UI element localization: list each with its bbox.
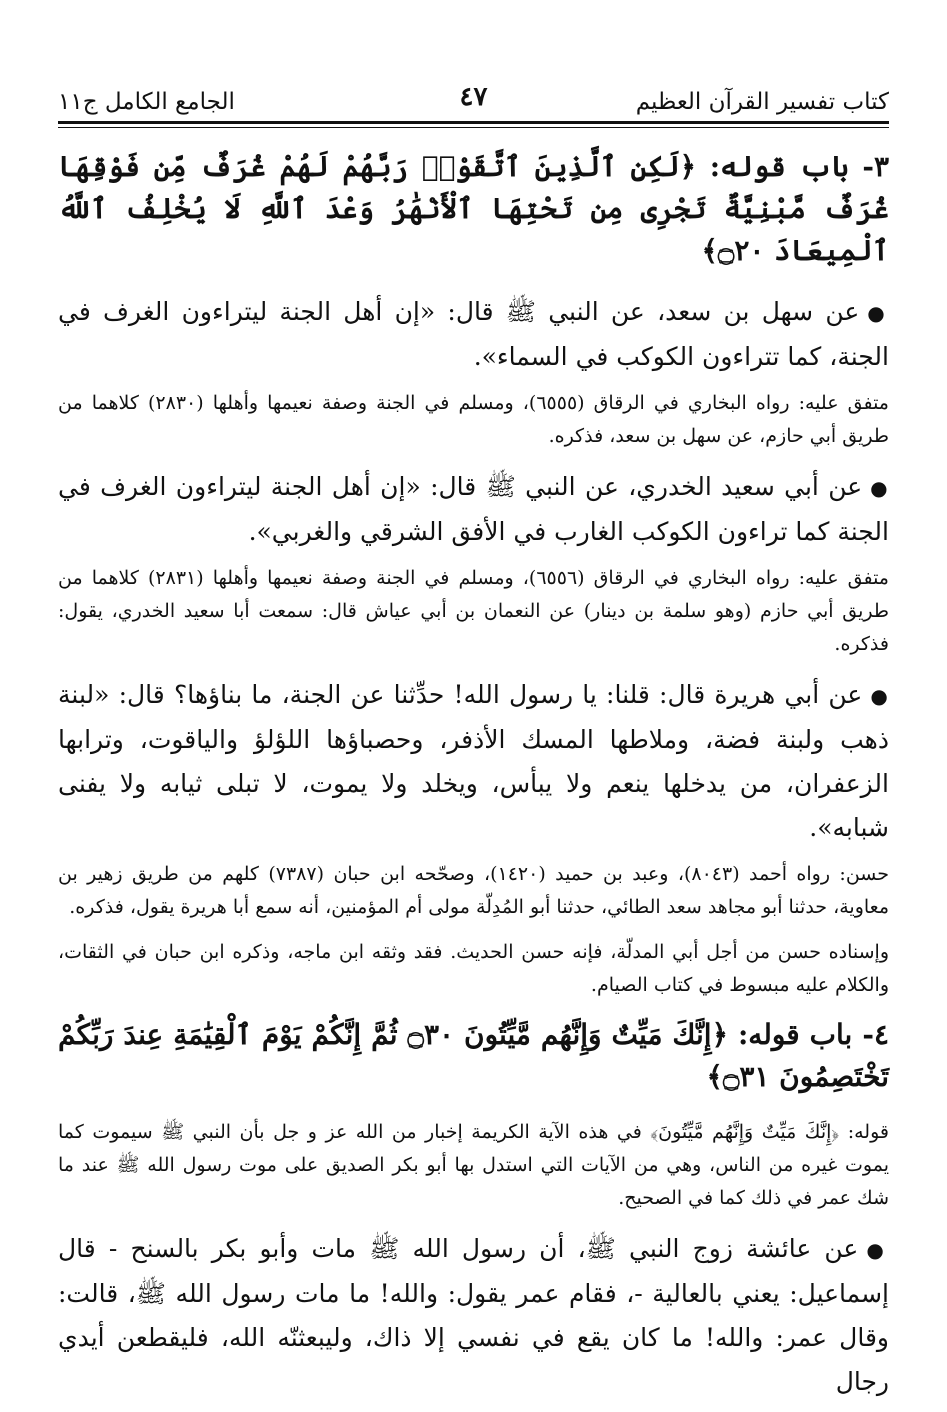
hadith-text: عن أبي هريرة قال: قلنا: يا رسول الله! حدِّثنا عن الجنة، ما بناؤها؟ قال: «لبنة ذهب ولبنة فضة، وملاطها المسك الأذفر، وحصباؤها اللؤلؤ والياقوت، وترابها الزعفران، من يدخلها ينعم ولا يبأس، ويخلد ولا يموت، لا تبلى ثيابه ولا يفنى شبابه». [58,680,889,842]
page-header [58,82,889,122]
bullet-icon: ● [867,301,890,325]
header-rule-thin [58,127,889,128]
hadith-text: عن سهل بن سعد، عن النبي ﷺ قال: «إن أهل الجنة ليتراءون الغرف في الجنة، كما تتراءون الكوكب في السماء». [58,297,889,371]
takhrij-note: متفق عليه: رواه البخاري في الرقاق (٦٥٥٦)، ومسلم في الجنة وصفة نعيمها وأهلها (٢٨٣١) كلاهما من طريق أبي حازم (وهو سلمة بن دينار) عن النعمان بن أبي عياش قال: سمعت أبا سعيد الخدري، يقول: فذكره. [58,567,889,655]
takhrij-note: حسن: رواه أحمد (٨٠٤٣)، وعبد بن حميد (١٤٢٠)، وصحّحه ابن حبان (٧٣٨٧) كلهم من طريق زهير بن معاوية، حدثنا أبو مجاهد سعد الطائي، حدثنا أبو المُدِلّة مولى أم المؤمنين، أنه سمع أبا هريرة يقول، فذكره. [58,863,889,918]
chapter-3-heading: ٣- باب قوله: ﴿لَكِنِ ٱلَّذِينَ ٱتَّقَوْا۟ رَبَّهُمْ لَهُمْ غُرَفٌ مِّن فَوْقِهَا غُرَفٌ مَّبْنِيَّةٌ تَجْرِى مِن تَحْتِهَا ٱلْأَنْهَٰرُ وَعْدَ ٱللَّهِ لَا يُخْلِفُ ٱللَّهُ ٱلْمِيعَادَ ۝٢٠﴾ [58,150,889,267]
hadith-paragraph [58,673,889,850]
hadith-paragraph [58,465,889,554]
page-body [58,146,889,1412]
page-number: ٤٧ [459,82,488,112]
series-title: الجامع الكامل ج١١ [58,89,235,115]
tafsir-note: قوله: ﴿إِنَّكَ مَيِّتٌ وَإِنَّهُم مَّيِّتُونَ﴾ في هذه الآية الكريمة إخبار من الله عز و جل بأن النبي ﷺ سيموت كما يموت غيره من الناس، وهي من الآيات التي استدل بها أبو بكر الصديق على موت رسول الله ﷺ عند ما شك عمر في ذلك كما في الصحيح. [58,1121,889,1209]
hadith-text: عن أبي سعيد الخدري، عن النبي ﷺ قال: «إن أهل الجنة ليتراءون الغرف في الجنة كما تراءون الكوكب الغارب في الأفق الشرقي والغربي». [58,472,889,546]
hadith-paragraph [58,290,889,379]
chapter-4-heading: ٤- باب قوله: ﴿إِنَّكَ مَيِّتٌ وَإِنَّهُم مَّيِّتُونَ ۝٣٠ ثُمَّ إِنَّكُمْ يَوْمَ ٱلْقِيَٰمَةِ عِندَ رَبِّكُمْ تَخْتَصِمُونَ ۝٣١﴾ [58,1018,889,1093]
hadith-paragraph [58,1227,889,1404]
takhrij-note: متفق عليه: رواه البخاري في الرقاق (٦٥٥٥)، ومسلم في الجنة وصفة نعيمها وأهلها (٢٨٣٠) كلاهما من طريق أبي حازم، عن سهل بن سعد، فذكره. [58,392,889,447]
bullet-icon: ● [870,476,889,500]
hadith-text: عن عائشة زوج النبي ﷺ، أن رسول الله ﷺ مات وأبو بكر بالسنح - قال إسماعيل: يعني بالعالية -، فقام عمر يقول: والله! ما مات رسول الله ﷺ، قالت: وقال عمر: والله! ما كان يقع في نفسي إلا ذاك، وليبعثنّه الله، فليقطعن أيدي رجال [58,1234,889,1396]
header-rule-thick [58,121,889,124]
book-title: كتاب تفسير القرآن العظيم [635,89,889,115]
bullet-icon: ● [866,1238,890,1262]
bullet-icon: ● [870,684,890,708]
book-page [58,0,890,1396]
isnad-note: وإسناده حسن من أجل أبي المدلّة، فإنه حسن الحديث. فقد وثقه ابن ماجه، وذكره ابن حبان في الثقات، والكلام عليه مبسوط في كتاب الصيام. [58,941,889,996]
